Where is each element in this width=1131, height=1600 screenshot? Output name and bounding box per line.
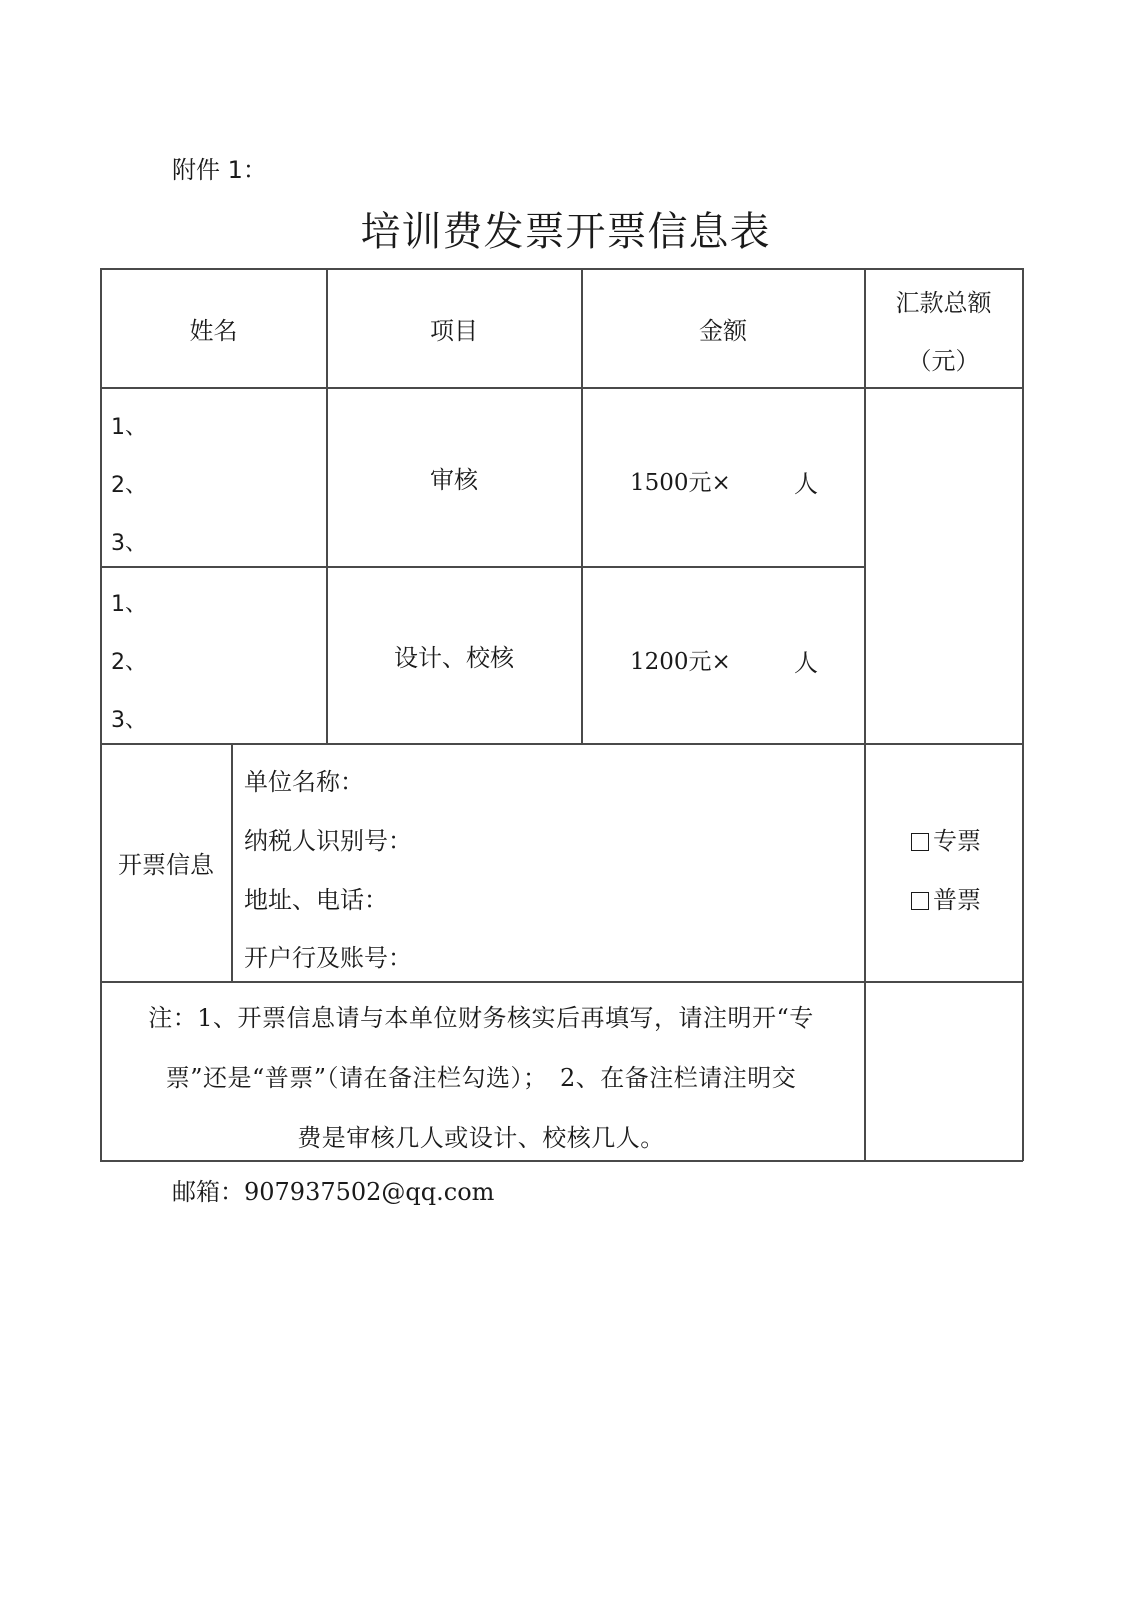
option-special-label: 专票: [933, 827, 981, 855]
email-line: [172, 1172, 494, 1207]
email-address[interactable]: 907937502@qq.com: [244, 1178, 495, 1206]
row-1-price: 1500元×: [630, 470, 731, 496]
field-bank-account: 开户行及账号：: [244, 944, 412, 972]
row-1-amount: [582, 388, 864, 566]
invoice-fields[interactable]: [232, 744, 864, 981]
invoice-type-options: [865, 744, 1022, 981]
header-total-line2: （元）: [907, 347, 980, 375]
name-slot: 3、: [111, 708, 147, 733]
name-slot: 2、: [111, 650, 147, 675]
field-address-phone: 地址、电话：: [244, 886, 388, 914]
note-remark-cell[interactable]: [865, 982, 1022, 1160]
field-company-name: 单位名称：: [244, 768, 364, 796]
note-line-1: 注：1、开票信息请与本单位财务核实后再填写，请注明开“专: [148, 1004, 814, 1032]
checkbox-icon[interactable]: [911, 892, 929, 910]
row-2-price: 1200元×: [630, 649, 731, 675]
header-total: [865, 269, 1022, 387]
checkbox-icon[interactable]: [911, 833, 929, 851]
row-1-unit: 人: [794, 470, 818, 498]
option-special-invoice[interactable]: [911, 821, 981, 856]
email-label: 邮箱：: [172, 1178, 244, 1206]
row-2-names[interactable]: [101, 567, 326, 743]
invoice-label: 开票信息: [118, 851, 214, 879]
row-2-item: 设计、校核: [394, 643, 514, 672]
header-amount: 金额: [699, 316, 747, 345]
name-slot: 1、: [111, 415, 147, 440]
total-amount-cell[interactable]: [865, 388, 1022, 743]
field-tax-id: 纳税人识别号：: [244, 827, 412, 855]
note-text: [102, 988, 860, 1168]
row-1-names[interactable]: [101, 388, 326, 566]
name-slot: 2、: [111, 473, 147, 498]
header-item: 项目: [430, 316, 478, 345]
row-2-unit: 人: [794, 649, 818, 677]
name-slot: 1、: [111, 592, 147, 617]
note-line-2: 票”还是“普票”（请在备注栏勾选）； 2、在备注栏请注明交: [165, 1064, 797, 1092]
table-border-right: [1022, 268, 1024, 1161]
note-line-3: 费是审核几人或设计、校核几人。: [297, 1124, 665, 1152]
header-name: 姓名: [189, 316, 238, 345]
attachment-label: 附件 1：: [172, 156, 267, 184]
row-1-item: 审核: [430, 465, 478, 494]
option-normal-invoice[interactable]: [911, 880, 981, 915]
header-total-line1: 汇款总额: [895, 289, 992, 317]
name-slot: 3、: [111, 531, 147, 556]
option-normal-label: 普票: [933, 886, 981, 914]
row-2-amount: [582, 567, 864, 743]
page-title: 培训费发票开票信息表: [360, 209, 771, 255]
